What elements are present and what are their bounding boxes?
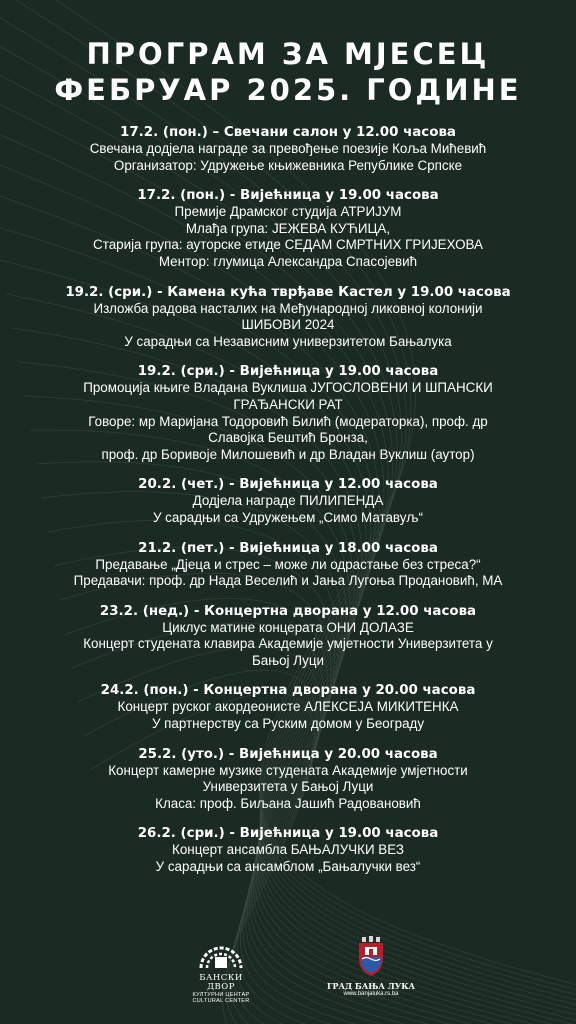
event-detail-line: Ментор: глумица Александра Спасојевић [158,253,418,269]
event-detail-line: Организатор: Удружење књижевника Републике Српске [113,157,463,173]
event-heading: 26.2. (сри.) - Вијећница у 19.00 часова [137,826,439,842]
event-item [0,476,576,526]
event-detail-line: ГРАЂАНСКИ РАТ [233,396,343,412]
logo-right-name: ГРАД БАЊА ЛУКА [326,981,416,991]
event-heading: 24.2. (пон.) - Концертна дворана у 20.00 часова [100,683,476,699]
banski-dvor-logo [186,935,256,1015]
event-detail-line: У партнерству са Руским домом у Београду [151,716,425,732]
event-detail-line: Старија група: ауторске етиде СЕДАМ СМРТНИХ ГРИЈЕХОВА [93,237,483,253]
event-heading: 21.2. (пет.) - Вијећница у 18.00 часова [138,540,438,556]
event-detail-line: проф. др Боривоје Милошевић и др Владан Вуклиш (аутор) [101,446,475,462]
title-line-2: ФЕБРУАР 2025. ГОДИНЕ [54,73,522,107]
footer-logos [0,935,576,1015]
logo-left-name: БАНСКИ ДВОР [199,973,243,992]
event-item [0,187,576,270]
event-detail-line: Славојка Бештић Бронза, [208,430,368,446]
event-item [0,363,576,463]
event-item [0,124,576,174]
event-item [0,284,576,351]
event-heading: 19.2. (сри.) - Камена кућа тврђаве Кастел у 19.00 часова [65,284,511,300]
event-detail-line: У сарадњи са ансамблом „Бањалучки вез“ [155,859,421,875]
event-detail-line: Свечана додјела награде за превођење поезије Коља Мићевић [89,141,487,156]
event-heading: 23.2. (нед.) - Концертна дворана у 12.00 часова [99,603,477,619]
title-line-1: ПРОГРАМ ЗА МЈЕСЕЦ [86,37,490,71]
banski-dvor-arch-icon [195,935,247,969]
event-detail-line: Бањој Луци [251,652,325,668]
logo-left-sub2: CULTURAL CENTER [192,998,250,1004]
event-detail-line: Изложба радова насталих на Међународној ликовној колонији [93,300,483,316]
banja-luka-logo [326,935,416,1015]
event-item [0,540,576,590]
event-heading: 20.2. (чет.) - Вијећница у 12.00 часова [138,477,438,493]
event-heading: 17.2. (пон.) – Свечани салон у 12.00 часова [120,125,456,140]
event-detail-line: Предавање „Дјеца и стрес – може ли одрастање без стреса?“ [95,556,481,572]
event-detail-line: Концерт камерне музике студената Академије умјетности [108,762,468,778]
event-item [0,682,576,732]
event-detail-line: Предавачи: проф. др Нада Веселић и Јања Лугоња Продановић, МА [73,573,503,589]
event-detail-line: У сарадњи са Независним универзитетом Бањалука [124,333,452,349]
event-item [0,603,576,670]
event-heading: 17.2. (пон.) - Вијећница у 19.00 часова [137,188,439,204]
event-detail-line: ШИБОВИ 2024 [241,317,335,333]
event-detail-line: Концерт студената клавира Академије умјетности Универзитета у [83,636,493,652]
event-detail-line: Додјела награде ПИЛИПЕНДА [192,493,384,509]
event-detail-line: Класа: проф. Биљана Јашић Радовановић [155,795,421,811]
event-detail-line: Универзитета у Бањој Луци [202,779,374,795]
event-detail-line: Промоција књиге Владана Вуклиша ЈУГОСЛОВЕНИ И ШПАНСКИ [83,380,493,396]
event-detail-line: Млађа група: ЈЕЖЕВА КУЋИЦА, [185,220,391,236]
event-detail-line: Концерт ансамбла БАЊАЛУЧКИ ВЕЗ [172,842,404,858]
event-detail-line: Концерт руског акордеонисте АЛЕКСЕЈА МИКИТЕНКА [117,699,459,715]
event-heading: 19.2. (сри.) - Вијећница у 19.00 часова [137,364,439,380]
page-title [0,36,576,108]
event-detail-line: У сарадњи са Удружењем „Симо Матавуљ“ [152,509,424,525]
event-item [0,746,576,813]
event-list [0,124,576,889]
event-heading: 25.2. (уто.) - Вијећница у 20.00 часова [138,746,438,762]
event-detail-line: Циклус матине концерата ОНИ ДОЛАЗЕ [162,619,414,635]
banja-luka-coat-of-arms-icon [356,935,386,977]
event-item [0,825,576,875]
event-detail-line: Премијe Драмског студија АТРИЈУМ [174,204,402,220]
event-detail-line: Говоре: мр Маријана Тодоровић Билић (модераторка), проф. др [88,413,488,429]
logo-right-url: www.banjaluka.rs.ba [343,991,399,997]
logo-left-sub1: КУЛТУРНИ ЦЕНТАР [192,992,250,998]
